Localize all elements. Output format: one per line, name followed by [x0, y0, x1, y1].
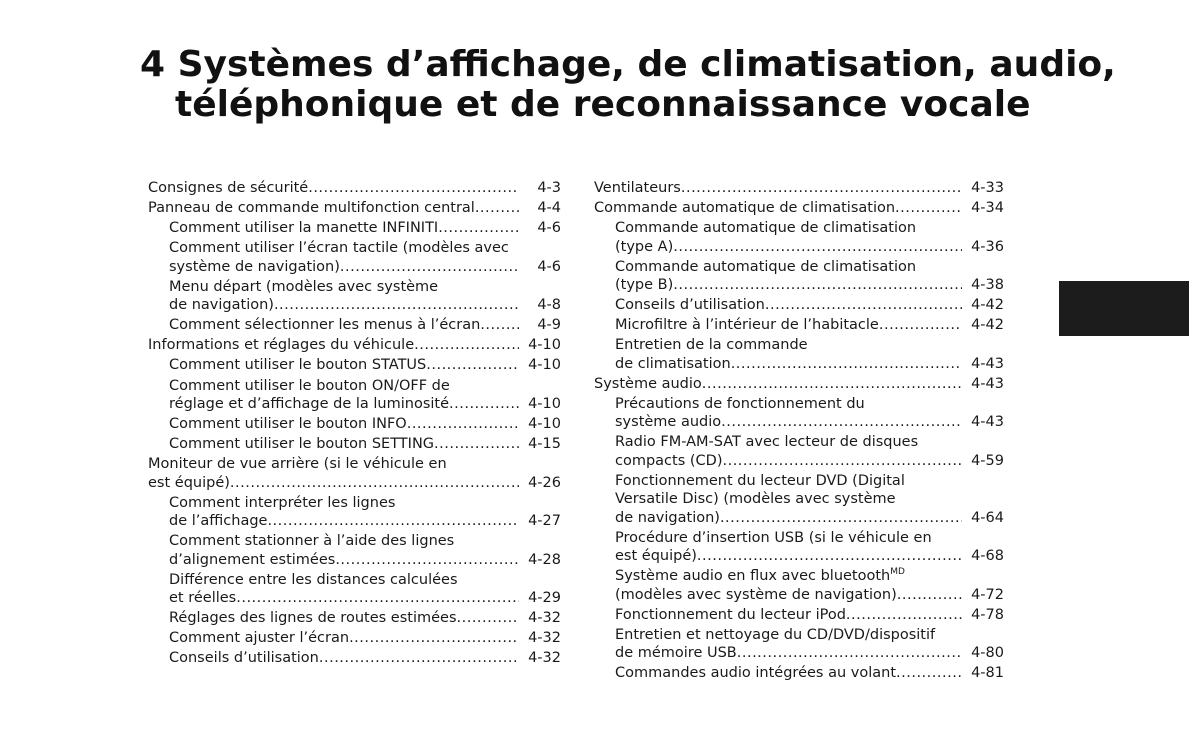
dot-leader [720, 509, 962, 527]
toc-subentry[interactable] [594, 567, 1004, 604]
toc-entry-line [615, 547, 1004, 565]
toc-page-number: 4-29 [528, 590, 561, 607]
toc-subentry[interactable] [594, 664, 1004, 682]
toc-entry-line [169, 589, 561, 607]
toc-entry-title: Comment utiliser le bouton STATUS [169, 357, 427, 374]
toc-subentry[interactable] [594, 626, 1004, 663]
toc-entry-line [615, 276, 1004, 294]
toc-page-number: 4-33 [971, 180, 1004, 196]
toc-subentry[interactable] [594, 219, 1004, 256]
dot-leader [236, 589, 519, 607]
toc-page-number: 4-72 [971, 586, 1004, 603]
dot-leader [896, 664, 962, 682]
dot-leader [879, 316, 962, 334]
toc-page-number: 4-81 [971, 665, 1004, 682]
toc-entry-title: Comment utiliser la manette INFINITI [169, 220, 439, 237]
toc-entry-title: Système audio [594, 375, 702, 392]
toc-page-number: 4-10 [528, 416, 561, 433]
toc-subentry[interactable] [148, 219, 561, 237]
dot-leader [319, 649, 519, 667]
dot-leader [480, 316, 519, 334]
toc-entry-title: réglage et d’affichage de la luminosité [169, 395, 450, 412]
toc-entry-line [615, 355, 1004, 373]
toc-page-number: 4-32 [528, 650, 561, 667]
toc-entry-line [594, 199, 1004, 217]
toc-subentry[interactable] [148, 316, 561, 334]
toc-entry[interactable] [594, 199, 1004, 217]
chapter-tab-marker [1059, 281, 1189, 336]
toc-entry-line [169, 512, 561, 530]
dot-leader [722, 452, 962, 470]
toc-entry-text-line: Commande automatique de climatisation [615, 258, 917, 275]
toc-entry[interactable] [594, 375, 1004, 393]
toc-page-number: 4-38 [971, 277, 1004, 294]
toc-entry-title: Conseils d’utilisation [169, 650, 319, 667]
chapter-title-line-2: téléphonique et de reconnaissance vocale [175, 84, 1031, 125]
toc-left-column [148, 179, 561, 670]
dot-leader [349, 629, 519, 647]
toc-entry-title: et réelles [169, 590, 237, 607]
toc-subentry[interactable] [148, 494, 561, 531]
chapter-title-line-1: 4 Systèmes d’affichage, de climatisation, audio, [140, 44, 1116, 85]
toc-entry[interactable] [148, 179, 561, 197]
toc-page-number: 4-8 [537, 297, 561, 314]
toc-page-number: 4-9 [537, 317, 561, 334]
toc-entry-title: Réglages des lignes de routes estimées [169, 610, 457, 627]
dot-leader [438, 219, 519, 237]
toc-page-number: 4-43 [971, 375, 1004, 392]
toc-entry-line [148, 199, 561, 217]
toc-right-column [594, 179, 1004, 685]
toc-subentry[interactable] [148, 629, 561, 647]
toc-entry-text-line: Différence entre les distances calculées [169, 571, 458, 588]
dot-leader [426, 356, 519, 374]
toc-entry-title: d’alignement estimées [169, 551, 336, 568]
toc-entry-title: de mémoire USB [615, 645, 737, 662]
toc-page-number: 4-26 [528, 474, 561, 491]
toc-entry-line [148, 179, 561, 197]
toc-page-number: 4-68 [971, 548, 1004, 565]
toc-subentry[interactable] [594, 296, 1004, 314]
toc-page-number: 4-15 [528, 436, 561, 453]
toc-entry-line [169, 629, 561, 647]
dot-leader [414, 336, 519, 354]
toc-entry-title: Ventilateurs [594, 180, 681, 196]
toc-entry-title: Comment utiliser le bouton SETTING [169, 436, 435, 453]
toc-page-number: 4-32 [528, 610, 561, 627]
toc-subentry[interactable] [148, 532, 561, 569]
toc-entry-line [169, 649, 561, 667]
toc-subentry[interactable] [148, 278, 561, 315]
toc-subentry[interactable] [594, 258, 1004, 295]
toc-entry-line [615, 413, 1004, 431]
toc-entry-title: Comment ajuster l’écran [169, 630, 350, 647]
toc-entry-line [615, 296, 1004, 314]
toc-page-number: 4-10 [528, 337, 561, 354]
toc-page-number: 4-10 [528, 395, 561, 412]
toc-entry-line [615, 586, 1004, 604]
toc-entry-line [169, 551, 561, 569]
toc-entry-line [169, 219, 561, 237]
toc-entry-line [169, 258, 561, 276]
toc-entry-title: Commande automatique de climatisation [594, 200, 896, 217]
toc-entry-title: Commandes audio intégrées au volant [615, 665, 897, 682]
toc-entry-line [594, 375, 1004, 393]
toc-subentry[interactable] [148, 377, 561, 414]
toc-subentry[interactable] [594, 529, 1004, 566]
dot-leader [681, 179, 962, 197]
toc-entry-line [169, 356, 561, 374]
dot-leader [267, 512, 519, 530]
dot-leader [765, 296, 962, 314]
dot-leader [673, 276, 962, 294]
toc-entry-text-line: Système audio en flux avec bluetooth [615, 568, 891, 585]
toc-page-number: 4-6 [537, 258, 561, 275]
toc-entry-title: (type A) [615, 238, 674, 255]
dot-leader [702, 375, 962, 393]
toc-entry-text-line: Menu départ (modèles avec système [169, 278, 439, 295]
toc-entry-line [615, 664, 1004, 682]
toc-entry-title: de l’affichage [169, 513, 268, 530]
dot-leader [846, 606, 962, 624]
dot-leader [897, 586, 962, 604]
dot-leader [230, 474, 519, 492]
dot-leader [895, 199, 962, 217]
toc-entry-title: (type B) [615, 277, 674, 294]
toc-page-number: 4-28 [528, 551, 561, 568]
toc-entry-title: Conseils d’utilisation [615, 297, 765, 314]
toc-subentry[interactable] [148, 356, 561, 374]
toc-entry-text-line: Entretien et nettoyage du CD/DVD/dispositif [615, 626, 936, 643]
dot-leader [407, 415, 519, 433]
toc-subentry[interactable] [148, 571, 561, 608]
toc-page-number: 4-4 [537, 200, 561, 217]
toc-entry-title: compacts (CD) [615, 452, 723, 469]
toc-entry-line [615, 606, 1004, 624]
toc-subentry[interactable] [594, 472, 1004, 527]
dot-leader [449, 395, 519, 413]
toc-page-number: 4-42 [971, 297, 1004, 314]
dot-leader [335, 551, 519, 569]
toc-entry-title: de climatisation [615, 355, 731, 372]
toc-entry-text-line: Comment utiliser le bouton ON/OFF de [169, 377, 450, 394]
toc-entry[interactable] [148, 455, 561, 492]
toc-subentry[interactable] [148, 609, 561, 627]
dot-leader [731, 355, 962, 373]
toc-subentry[interactable] [148, 649, 561, 667]
toc-entry-line [615, 316, 1004, 334]
toc-subentry[interactable] [594, 606, 1004, 624]
toc-entry-title: est équipé) [148, 474, 230, 491]
toc-entry-text-line: Commande automatique de climatisation [615, 220, 917, 237]
toc-entry-text-line: Procédure d’insertion USB (si le véhicule en [615, 529, 932, 546]
toc-subentry[interactable] [594, 433, 1004, 470]
toc-page-number: 4-43 [971, 414, 1004, 431]
dot-leader [475, 199, 519, 217]
dot-leader [308, 179, 519, 197]
toc-entry-line [169, 316, 561, 334]
dot-leader [340, 258, 519, 276]
toc-entry-text-line: Comment stationner à l’aide des lignes [169, 533, 455, 550]
toc-entry-line [615, 509, 1004, 527]
toc-page-number: 4-27 [528, 513, 561, 530]
toc-entry-title: Comment sélectionner les menus à l’écran [169, 317, 481, 334]
toc-page-number: 4-36 [971, 238, 1004, 255]
toc-entry-line [169, 609, 561, 627]
toc-entry-title: est équipé) [615, 548, 697, 565]
toc-entry-line [148, 474, 561, 492]
toc-entry-title: Microfiltre à l’intérieur de l’habitacle [615, 317, 879, 334]
toc-entry-text-line: Moniteur de vue arrière (si le véhicule en [148, 456, 447, 473]
toc-entry-text-line: Entretien de la commande [615, 337, 808, 354]
dot-leader [721, 413, 962, 431]
toc-entry-title: de navigation) [169, 297, 274, 314]
toc-entry-text-line: Précautions de fonctionnement du [615, 395, 865, 412]
chapter-title [140, 44, 1116, 125]
toc-subentry[interactable] [148, 435, 561, 453]
toc-entry-title: Panneau de commande multifonction central [148, 200, 475, 217]
toc-page-number: 4-43 [971, 355, 1004, 372]
toc-entry-line [615, 452, 1004, 470]
toc-page-number: 4-34 [971, 200, 1004, 217]
toc-entry-text-line: Fonctionnement du lecteur DVD (Digital [615, 472, 905, 489]
toc-page-number: 4-3 [537, 180, 561, 196]
toc-page-number: 4-59 [971, 452, 1004, 469]
toc-subentry[interactable] [594, 336, 1004, 373]
toc-entry[interactable] [148, 336, 561, 354]
toc-entry-title: système audio [615, 414, 722, 431]
toc-page-number: 4-80 [971, 645, 1004, 662]
toc-subentry[interactable] [148, 239, 561, 276]
toc-entry-title: (modèles avec système de navigation) [615, 586, 897, 603]
toc-entry-line [615, 238, 1004, 256]
toc-entry-line [169, 415, 561, 433]
toc-entry-line [169, 395, 561, 413]
toc-page-number: 4-64 [971, 509, 1004, 526]
toc-entry-title: Comment utiliser le bouton INFO [169, 416, 407, 433]
toc-entry-text-line: Comment interpréter les lignes [169, 494, 396, 511]
toc-subentry[interactable] [594, 316, 1004, 334]
toc-entry[interactable] [148, 199, 561, 217]
toc-entry-title: de navigation) [615, 509, 720, 526]
toc-entry-line [615, 644, 1004, 662]
toc-entry-line [169, 435, 561, 453]
toc-entry-title: système de navigation) [169, 258, 340, 275]
toc-page-number: 4-32 [528, 630, 561, 647]
dot-leader [457, 609, 520, 627]
toc-entry-text-line: Comment utiliser l’écran tactile (modèles avec [169, 240, 509, 257]
toc-page-number: 4-6 [537, 220, 561, 237]
toc-entry-text-line: Versatile Disc) (modèles avec système [615, 491, 896, 508]
toc-entry-line [169, 296, 561, 314]
dot-leader [434, 435, 519, 453]
toc-subentry[interactable] [594, 395, 1004, 432]
toc-entry-title: Informations et réglages du véhicule [148, 337, 415, 354]
toc-page-number: 4-10 [528, 357, 561, 374]
toc-entry-title: Fonctionnement du lecteur iPod [615, 606, 846, 623]
toc-page-number: 4-42 [971, 317, 1004, 334]
dot-leader [673, 238, 962, 256]
toc-entry-line [148, 336, 561, 354]
dot-leader [274, 296, 519, 314]
toc-subentry[interactable] [148, 415, 561, 433]
dot-leader [737, 644, 962, 662]
toc-entry-title: Consignes de sécurité [148, 180, 309, 196]
toc-entry-text-line: Radio FM-AM-SAT avec lecteur de disques [615, 434, 919, 451]
trademark-superscript: MD [890, 567, 905, 578]
toc-entry[interactable] [594, 179, 1004, 197]
toc-page-number: 4-78 [971, 606, 1004, 623]
dot-leader [697, 547, 962, 565]
toc-entry-line [594, 179, 1004, 197]
